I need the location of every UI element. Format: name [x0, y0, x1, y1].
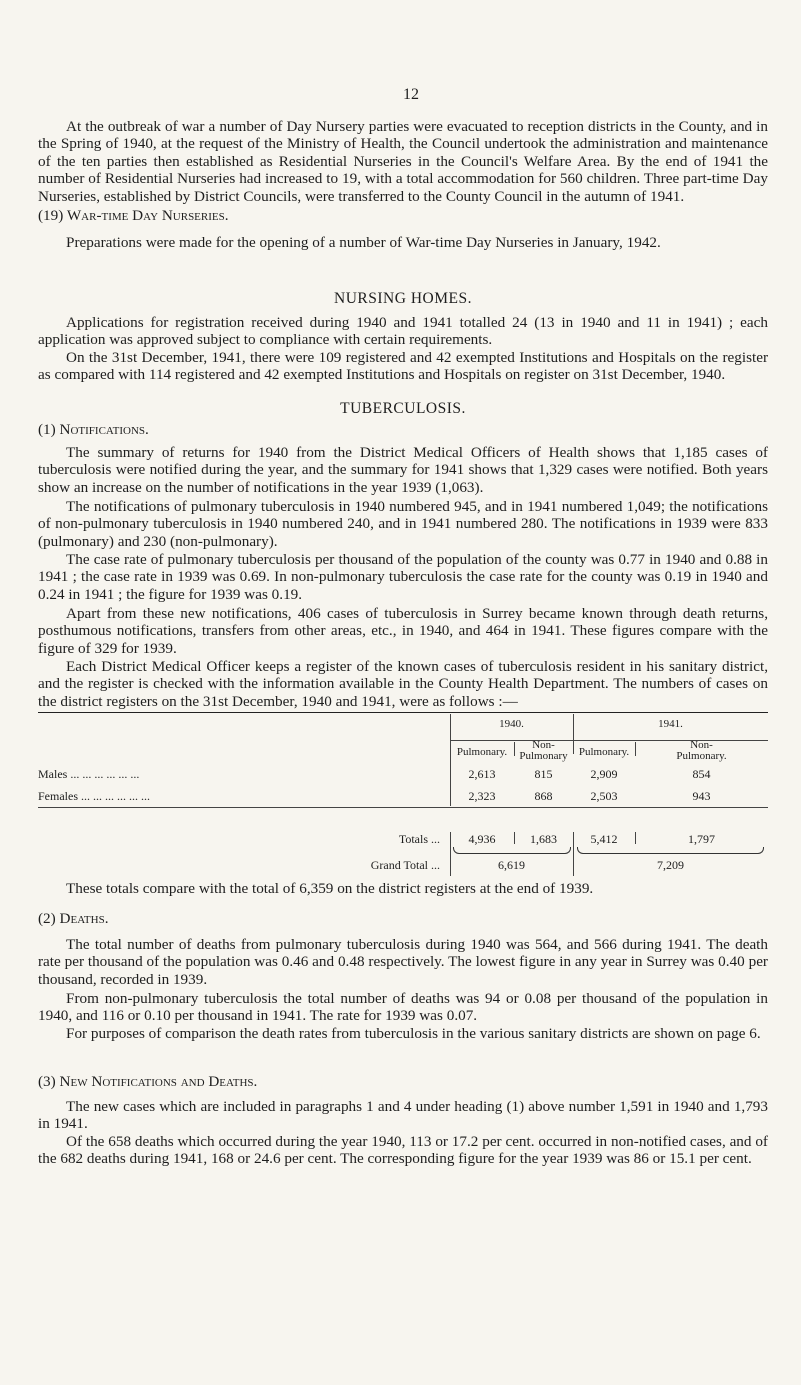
col-pulmonary-1941: Pulmonary.	[578, 746, 630, 758]
row-label-females: Females ... ... ... ... ... ...	[38, 789, 150, 803]
grand-total-1940: 6,619	[498, 858, 525, 872]
tb-paragraph-2: The notifications of pulmonary tuberculosis in 1940 numbered 945, and in 1941 numbered 1,049; the notifications of non-pulmonary tuberculosis in 1940 numbered 240, and in 1941 numbered 280. The notifications in 1939 were 833 (pulmonary) and 230 (non-pulmonary).	[38, 498, 768, 550]
deaths-paragraph-2: From non-pulmonary tuberculosis the total number of deaths was 94 or 0.08 per thousand of the population in 1940, and 116 or 0.10 per thousand in 1941. The rate for 1939 was 0.07.	[38, 990, 768, 1025]
section-heading-deaths: (2) Deaths.	[38, 910, 109, 927]
section-heading-war-time-nurseries: (19) War-time Day Nurseries.	[38, 207, 229, 224]
males-1940-non-pulmonary: 815	[534, 767, 553, 781]
row-label-males: Males ... ... ... ... ... ...	[38, 767, 140, 781]
tb-paragraph-3: The case rate of pulmonary tuberculosis per thousand of the population of the county was 0.77 in 1940 and 0.88 in 1941 ; the case rate in 1939 was 0.69. In non-pulmonary tuberculosis the case rate for the county was 0.19 in 1940 and 0.24 in 1941 ; the figure for 1939 was 0.19.	[38, 551, 768, 603]
nursing-paragraph-2: On the 31st December, 1941, there were 109 registered and 42 exempted Institutions and Hospitals on the register as compared with 114 registered and 42 exempted Institutions and Hospitals on register on 31st December, 1940.	[38, 349, 768, 384]
totals-1941-pulmonary: 5,412	[590, 832, 618, 846]
deaths-paragraph-3: For purposes of comparison the death rates from tuberculosis in the various sanitary districts are shown on page 6.	[66, 1025, 761, 1042]
grand-total-label: Grand Total ...	[370, 858, 440, 872]
tb-paragraph-1: The summary of returns for 1940 from the District Medical Officers of Health shows that 1,185 cases of tuberculosis were notified during the year, and the summary for 1941 shows that 1,329 cases were notified. Both years show an increase on the number of notifications in the year 1939 (1,063).	[38, 444, 768, 496]
col-non-pulmonary-1940-line1: Non-	[532, 739, 555, 751]
col-non-pulmonary-1941	[635, 740, 768, 762]
col-pulmonary-1940: Pulmonary.	[456, 746, 508, 758]
males-1941-pulmonary: 2,909	[590, 767, 618, 781]
deaths-paragraph-1: The total number of deaths from pulmonary tuberculosis during 1940 was 564, and 566 during 1941. The death rate per thousand of the population was 0.46 and 0.48 respectively. The lowest figure in any year in Surrey was 0.40 per thousand, recorded in 1939.	[38, 936, 768, 988]
brace-1940	[453, 847, 571, 854]
brace-1941	[577, 847, 764, 854]
tb-paragraph-4: Apart from these new notifications, 406 cases of tuberculosis in Surrey became known through death returns, posthumous notifications, transfers from other areas, etc., in 1940, and 464 in 1941. These figures compare with the figure of 329 for 1939.	[38, 605, 768, 657]
totals-1940-pulmonary: 4,936	[468, 832, 496, 846]
totals-label: Totals ...	[398, 832, 440, 846]
totals-1940-non-pulmonary: 1,683	[530, 832, 557, 846]
tb-paragraph-5: Each District Medical Officer keeps a register of the known cases of tuberculosis resident in his sanitary district, and the register is checked with the information available in the County Health Department. The numbers of cases on the district registers on the 31st December, 1940 and 1941, were as follows :—	[38, 658, 768, 710]
totals-1941-non-pulmonary: 1,797	[688, 832, 715, 846]
newnot-paragraph-1: The new cases which are included in paragraphs 1 and 4 under heading (1) above number 1,591 in 1940 and 1,793 in 1941.	[38, 1098, 768, 1133]
nursing-homes-title: NURSING HOMES.	[334, 290, 472, 307]
col-non-pulmonary-1941-line2: Pulmonary.	[676, 750, 727, 762]
females-1941-pulmonary: 2,503	[590, 789, 618, 803]
section-heading-notifications: (1) Notifications.	[38, 421, 149, 438]
tuberculosis-title: TUBERCULOSIS.	[340, 400, 466, 417]
year-1941-header: 1941.	[658, 718, 683, 730]
col-non-pulmonary-1940-line2: Pulmonary	[519, 750, 568, 762]
page-number: 12	[403, 86, 419, 103]
war-time-paragraph: Preparations were made for the opening of a number of War-time Day Nurseries in January, 1942.	[66, 234, 661, 251]
females-1940-pulmonary: 2,323	[468, 789, 496, 803]
males-1940-pulmonary: 2,613	[468, 767, 496, 781]
col-non-pulmonary-1940	[514, 740, 573, 762]
grand-total-1941: 7,209	[657, 858, 684, 872]
year-1940-header: 1940.	[499, 718, 524, 730]
females-1940-non-pulmonary: 868	[534, 789, 553, 803]
after-table-paragraph: These totals compare with the total of 6,359 on the district registers at the end of 1939.	[66, 880, 594, 897]
nursing-paragraph-1: Applications for registration received during 1940 and 1941 totalled 24 (13 in 1940 and 11 in 1941) ; each application was approved subject to compliance with certain requirements.	[38, 314, 768, 349]
newnot-paragraph-2: Of the 658 deaths which occurred during the year 1940, 113 or 17.2 per cent. occurred in non-notified cases, and of the 682 deaths during 1941, 168 or 24.6 per cent. The corresponding figure for the year 1939 was 86 or 15.1 per cent.	[38, 1133, 768, 1168]
section-heading-new-notifications: (3) New Notifications and Deaths.	[38, 1073, 258, 1090]
males-1941-non-pulmonary: 854	[692, 767, 711, 781]
col-non-pulmonary-1941-line1: Non-	[690, 739, 713, 751]
tb-register-table	[38, 712, 768, 882]
females-1941-non-pulmonary: 943	[692, 789, 711, 803]
intro-paragraph: At the outbreak of war a number of Day Nursery parties were evacuated to reception districts in the County, and in the Spring of 1940, at the request of the Ministry of Health, the Council undertook the administration and maintenance of the ten parties then established as Residential Nurseries in the Council's Welfare Area. By the end of 1941 the number of Residential Nurseries had increased to 19, with a total accommodation for 560 children. Three part-time Day Nurseries, established by District Councils, were transferred to the County Council in the autumn of 1941.	[38, 118, 768, 205]
